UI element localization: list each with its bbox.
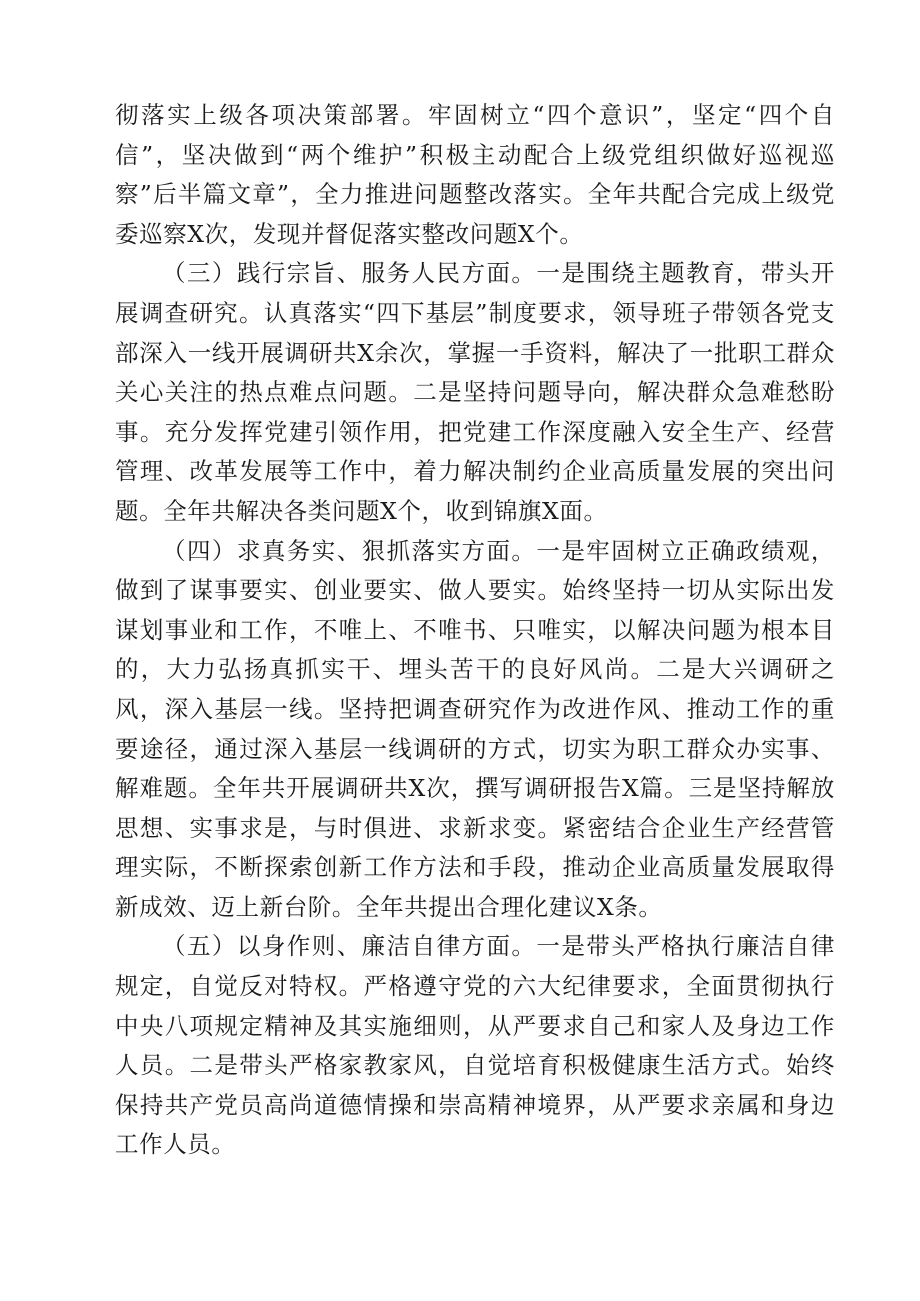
paragraph-section-three: （三）践行宗旨、服务人民方面。一是围绕主题教育，带头开展调查研究。认真落实“四下基层”制度要求，领导班子带领各党支部深入一线开展调研共X余次，掌握一手资料，解决了一批职工群众关心关注的热点难点问题。二是坚持问题导向，解决群众急难愁盼事。充分发挥党建引领作用，把党建工作深度融入安全生产、经营管理、改革发展等工作中，着力解决制约企业高质量发展的突出问题。全年共解决各类问题X个，收到锦旗X面。	[115, 259, 835, 525]
document-body	[115, 96, 835, 1165]
paragraph-continuation: 彻落实上级各项决策部署。牢固树立“四个意识”，坚定“四个自信”，坚决做到“两个维护”积极主动配合上级党组织做好巡视巡察”后半篇文章”，全力推进问题整改落实。全年共配合完成上级党委巡察X次，发现并督促落实整改问题X个。	[115, 101, 835, 248]
paragraph-section-four: （四）求真务实、狠抓落实方面。一是牢固树立正确政绩观，做到了谋事要实、创业要实、做人要实。始终坚持一切从实际出发谋划事业和工作，不唯上、不唯书、只唯实，以解决问题为根本目的，大力弘扬真抓实干、埋头苦干的良好风尚。二是大兴调研之风，深入基层一线。坚持把调查研究作为改进作风、推动工作的重要途径，通过深入基层一线调研的方式，切实为职工群众办实事、解难题。全年共开展调研共X次，撰写调研报告X篇。三是坚持解放思想、实事求是，与时俱进、求新求变。紧密结合企业生产经营管理实际，不断探索创新工作方法和手段，推动企业高质量发展取得新成效、迈上新台阶。全年共提出合理化建议X条。	[115, 536, 835, 921]
paragraph-section-five: （五）以身作则、廉洁自律方面。一是带头严格执行廉洁自律规定，自觉反对特权。严格遵守党的六大纪律要求，全面贯彻执行中央八项规定精神及其实施细则，从严要求自己和家人及身边工作人员。二是带头严格家教家风，自觉培育积极健康生活方式。始终保持共产党员高尚道德情操和崇高精神境界，从严要求亲属和身边工作人员。	[115, 932, 835, 1159]
